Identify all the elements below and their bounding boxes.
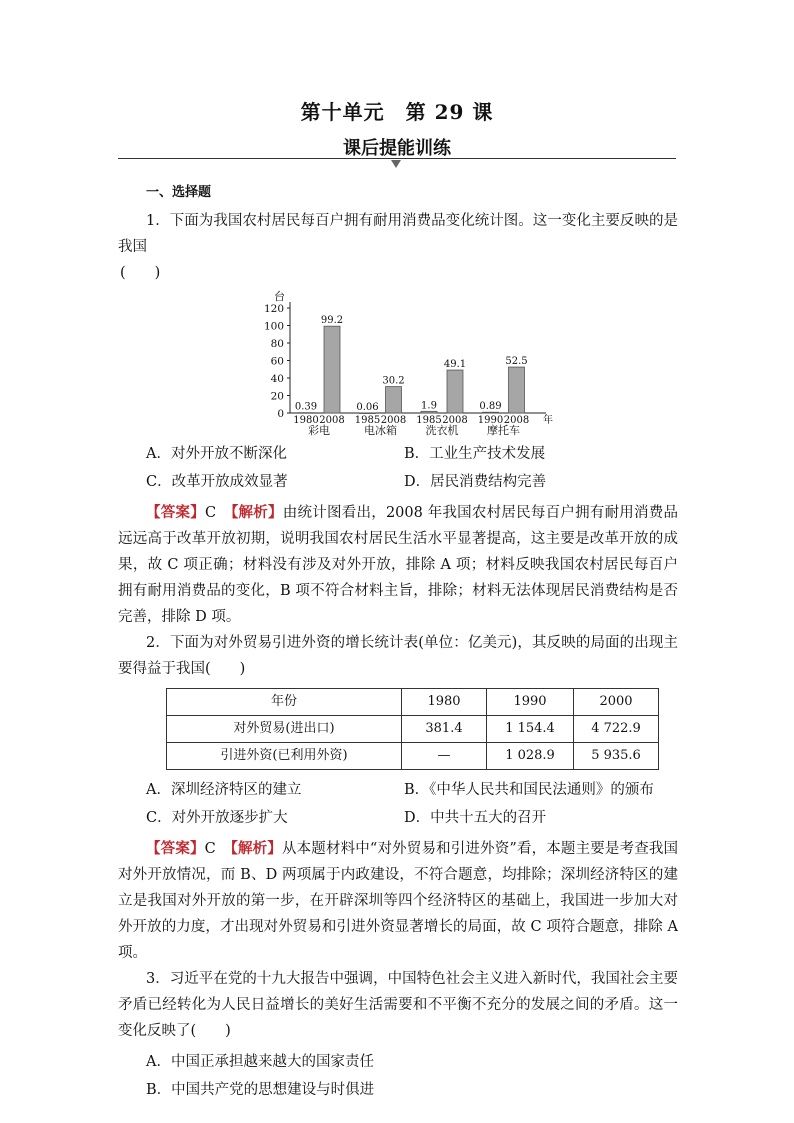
option-a[interactable]: A．中国正承担越来越大的国家责任 bbox=[146, 1054, 374, 1070]
question-1-paren: ( ) bbox=[120, 265, 161, 281]
option-d[interactable]: D．中共十五大的召开 bbox=[404, 810, 547, 826]
table-cell: 381.4 bbox=[402, 716, 487, 743]
question-3-options bbox=[146, 1048, 678, 1104]
chart-bar bbox=[298, 413, 314, 414]
chart-y-tick-label: 100 bbox=[263, 320, 284, 333]
table-cell: 5 935.6 bbox=[574, 743, 659, 770]
question-1-answer bbox=[118, 500, 678, 630]
question-content bbox=[118, 180, 678, 1104]
chart-x-tick-label: 1985 bbox=[354, 415, 381, 426]
chart-data-label: 49.1 bbox=[443, 359, 467, 371]
chart-unit-label: 台 bbox=[274, 290, 285, 303]
table-cell: 4 722.9 bbox=[574, 716, 659, 743]
answer-tag: 【答案】 bbox=[146, 840, 205, 857]
option-c[interactable]: C．改革开放成效显著 bbox=[146, 474, 288, 490]
option-a[interactable]: A．深圳经济特区的建立 bbox=[146, 782, 302, 798]
chart-bar bbox=[360, 413, 376, 414]
chart-y-tick-label: 40 bbox=[270, 373, 284, 385]
table-header-cell: 2000 bbox=[574, 689, 659, 716]
chart-category-label: 电冰箱 bbox=[364, 424, 397, 436]
chart-svg bbox=[256, 290, 556, 436]
option-b[interactable]: B．《中华人民共和国民法通则》的颁布 bbox=[404, 782, 654, 798]
chart-bar bbox=[324, 326, 340, 413]
chart-category-label: 摩托车 bbox=[487, 424, 520, 436]
chart-x-tick-label: 2008 bbox=[319, 415, 345, 426]
answer-value: C bbox=[204, 841, 216, 857]
chart-x-tick-label: 2008 bbox=[380, 415, 407, 426]
option-b[interactable]: B．中国共产党的思想建设与时俱进 bbox=[146, 1082, 375, 1098]
question-3-stem: 3．习近平在党的十九大报告中强调，中国特色社会主义进入新时代，我国社会主要矛盾已经转化为人民日益增长的美好生活需要和不平衡不充分的发展之间的矛盾。这一变化反映了( ) bbox=[118, 971, 678, 1039]
option-d[interactable]: D．居民消费结构完善 bbox=[404, 474, 547, 490]
chart-bar bbox=[483, 412, 499, 413]
table-cell: 1 028.9 bbox=[487, 743, 574, 770]
question-1-options bbox=[146, 440, 678, 496]
chart-bar bbox=[509, 367, 525, 413]
table-header-cell: 1990 bbox=[487, 689, 574, 716]
chart-y-tick-label: 60 bbox=[270, 355, 284, 368]
chart-data-label: 0.39 bbox=[294, 401, 318, 413]
analysis-text: 由统计图看出，2008 年我国农村居民每百户拥有耐用消费品远远高于改革开放初期，说明我国农村居民生活水平显著提高，这主要是改革开放的成果，故 C 项正确；材料没有涉及对外开放，排除 A 项；材料反映我国农村居民每百户拥有耐用消费品的变化，B 项不符合材料主旨，排除；材料无法体现居民消费结构是否完善，排除 D 项。 bbox=[118, 505, 679, 625]
table-header-cell: 1980 bbox=[402, 689, 487, 716]
question-2-options bbox=[146, 776, 678, 832]
chart-data-label: 1.9 bbox=[421, 400, 437, 412]
chart-data-label: 52.5 bbox=[505, 356, 528, 368]
page-title: 第十单元 第 29 课 bbox=[300, 100, 494, 124]
chart-x-tick-label: 1990 bbox=[477, 415, 504, 426]
triangle-marker-icon bbox=[391, 160, 401, 168]
question-1-stem bbox=[118, 208, 678, 286]
chart-x-tick-label: 2008 bbox=[503, 415, 530, 426]
chart-category-label: 彩电 bbox=[308, 424, 330, 436]
page-subtitle: 课后提能训练 bbox=[343, 138, 451, 159]
table-cell: — bbox=[402, 743, 487, 770]
chart-data-label: 0.06 bbox=[356, 401, 379, 413]
answer-tag: 【答案】 bbox=[146, 504, 205, 521]
chart-bar bbox=[447, 370, 463, 413]
chart-y-tick-label: 0 bbox=[277, 408, 284, 420]
table-row bbox=[167, 743, 659, 770]
chart-bar bbox=[386, 387, 402, 413]
section-label: 一、选择题 bbox=[146, 185, 212, 200]
chart-data-label: 30.2 bbox=[382, 375, 405, 387]
question-2-answer bbox=[118, 836, 678, 966]
option-a[interactable]: A．对外开放不断深化 bbox=[146, 446, 287, 462]
table-cell: 对外贸易(进出口) bbox=[167, 716, 402, 743]
analysis-tag: 【解析】 bbox=[230, 840, 282, 857]
chart-x-tick-label: 2008 bbox=[442, 415, 468, 426]
chart-x-tick-label: 1980 bbox=[293, 415, 319, 426]
table-cell: 1 154.4 bbox=[487, 716, 574, 743]
chart-x-tick-label: 1985 bbox=[416, 415, 442, 426]
table-cell: 引进外资(已利用外资) bbox=[167, 743, 402, 770]
chart-data-label: 99.2 bbox=[320, 315, 344, 327]
option-b[interactable]: B．工业生产技术发展 bbox=[404, 446, 546, 462]
table-header-row bbox=[167, 689, 659, 716]
chart-y-tick-label: 120 bbox=[263, 303, 284, 315]
chart-data-label: 0.89 bbox=[479, 401, 502, 413]
question-2-stem: 2．下面为对外贸易引进外资的增长统计表(单位：亿美元)，其反映的局面的出现主要得益于我国( ) bbox=[118, 635, 678, 677]
answer-value: C bbox=[204, 505, 217, 521]
option-c[interactable]: C．对外开放逐步扩大 bbox=[146, 810, 288, 826]
table-row bbox=[167, 716, 659, 743]
header-divider bbox=[118, 158, 676, 159]
appliance-bar-chart bbox=[256, 290, 556, 436]
chart-bar bbox=[421, 411, 437, 413]
question-1-text: 1．下面为我国农村居民每百户拥有耐用消费品变化统计图。这一变化主要反映的是我国 bbox=[118, 213, 678, 255]
analysis-text: 从本题材料中“对外贸易和引进外资”看，本题主要是考查我国对外开放情况，而 B、D 两项属于内政建设，不符合题意，均排除；深圳经济特区的建立是我国对外开放的第一步，在开辟深圳等四个经济特区的基础上，我国进一步加大对外开放的力度，才出现对外贸易和引进外资显著增长的局面，故 C 项符合题意，排除 A 项。 bbox=[118, 841, 679, 961]
chart-x-unit-label: 年 bbox=[543, 415, 553, 426]
trade-table bbox=[166, 688, 659, 770]
analysis-tag: 【解析】 bbox=[231, 504, 283, 521]
chart-category-label: 洗衣机 bbox=[425, 424, 459, 436]
chart-y-tick-label: 20 bbox=[270, 390, 284, 403]
chart-y-tick-label: 80 bbox=[270, 338, 284, 350]
table-header-cell: 年份 bbox=[167, 689, 402, 716]
